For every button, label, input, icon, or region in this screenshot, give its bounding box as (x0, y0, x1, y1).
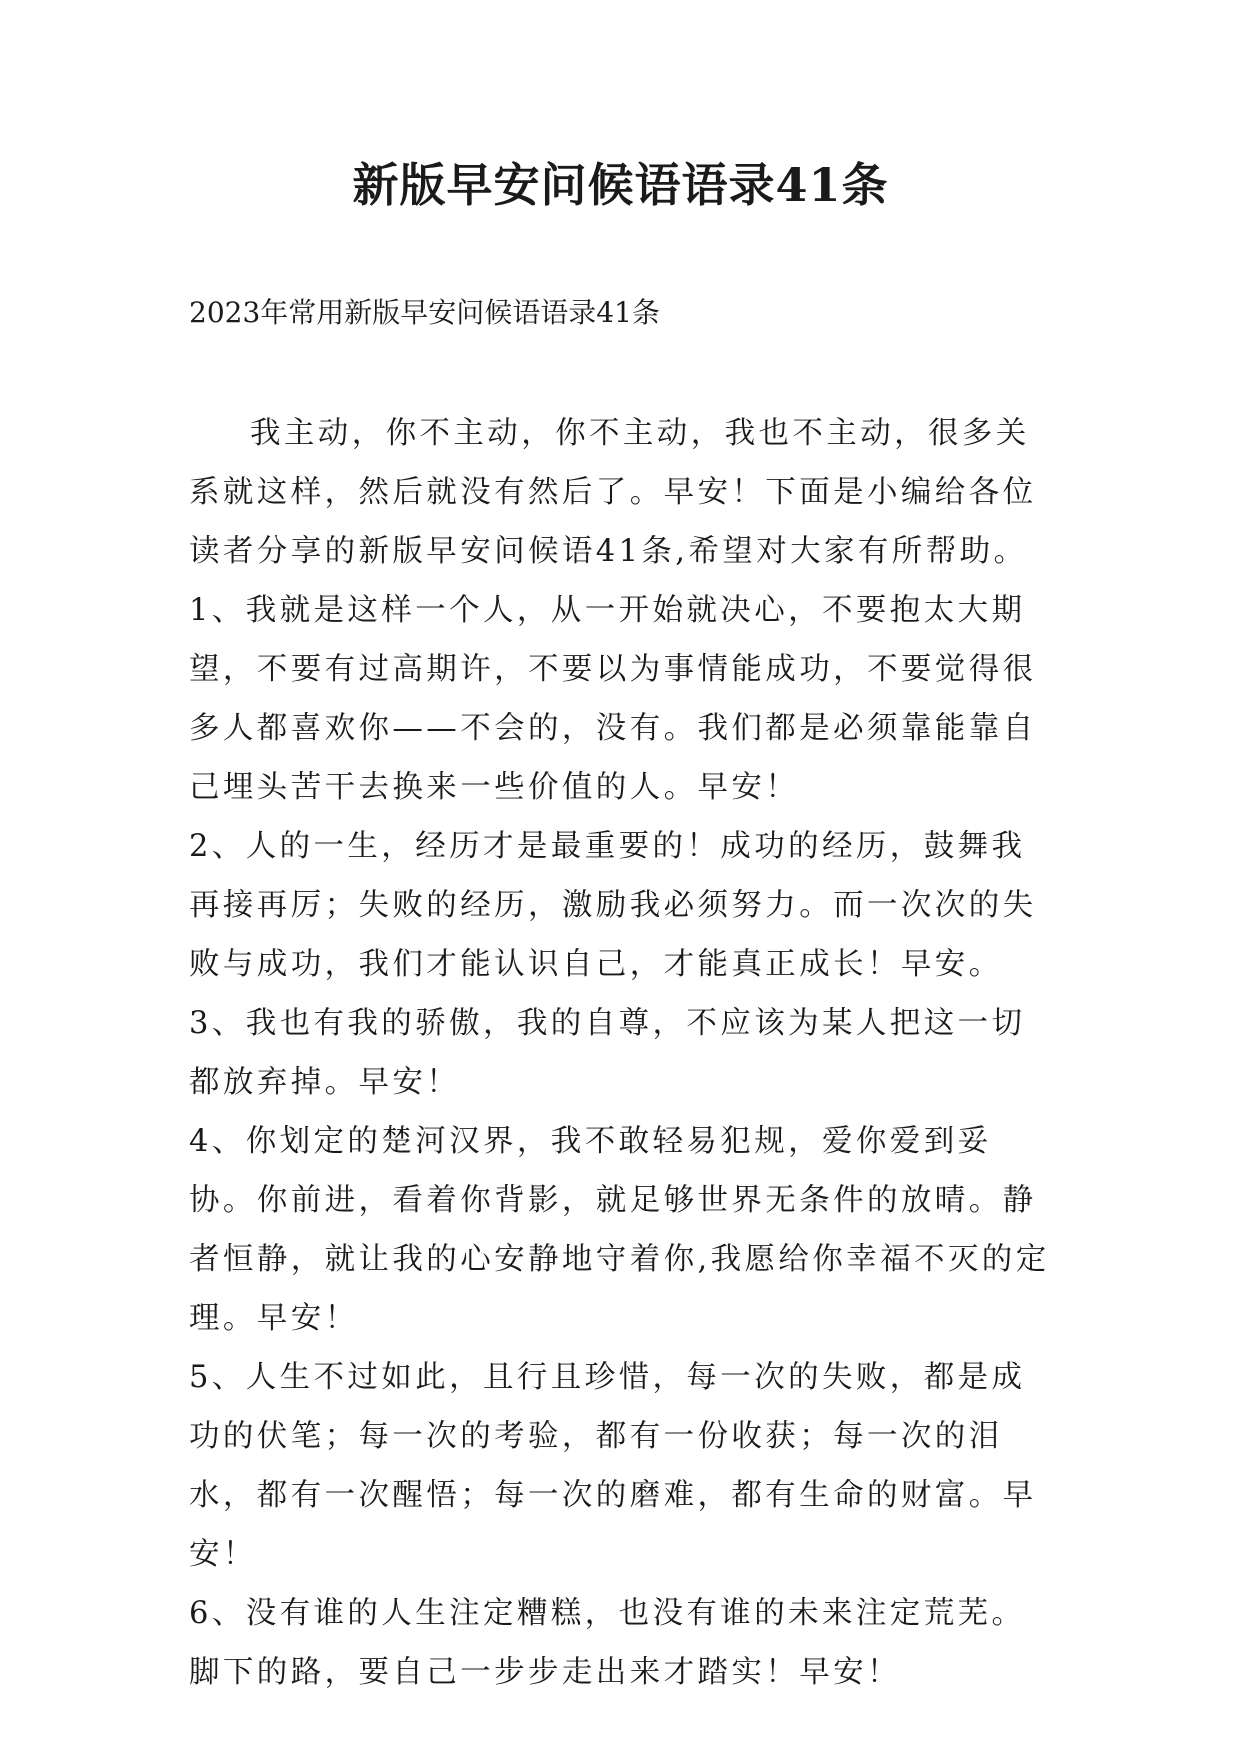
intro-paragraph: 我主动，你不主动，你不主动，我也不主动，很多关系就这样，然后就没有然后了。早安！下面是小编给各位读者分享的新版早安问候语41条,希望对大家有所帮助。 (189, 416, 1037, 569)
document-body (189, 404, 1059, 1702)
document-title: 新版早安问候语语录41条 (352, 158, 889, 212)
list-item: 6、没有谁的人生注定糟糕，也没有谁的未来注定荒芜。脚下的路，要自己一步步走出来才踏实！早安！ (189, 1596, 1026, 1690)
list-item: 3、我也有我的骄傲，我的自尊，不应该为某人把这一切都放弃掉。早安！ (189, 1006, 1026, 1100)
document-subtitle: 2023年常用新版早安问候语语录41条 (189, 296, 660, 329)
list-item: 5、人生不过如此，且行且珍惜，每一次的失败，都是成功的伏笔；每一次的考验，都有一份收获；每一次的泪水，都有一次醒悟；每一次的磨难，都有生命的财富。早安！ (189, 1360, 1037, 1572)
list-item: 4、你划定的楚河汉界，我不敢轻易犯规，爱你爱到妥协。你前进，看着你背影，就足够世界无条件的放晴。静者恒静，就让我的心安静地守着你,我愿给你幸福不灭的定理。早安！ (189, 1124, 1050, 1336)
list-item: 1、我就是这样一个人，从一开始就决心，不要抱太大期望，不要有过高期许，不要以为事情能成功，不要觉得很多人都喜欢你——不会的，没有。我们都是必须靠能靠自己埋头苦干去换来一些价值的人。早安！ (189, 593, 1037, 805)
list-item: 2、人的一生，经历才是最重要的！成功的经历，鼓舞我再接再厉；失败的经历，激励我必须努力。而一次次的失败与成功，我们才能认识自己，才能真正成长！早安。 (189, 829, 1037, 982)
